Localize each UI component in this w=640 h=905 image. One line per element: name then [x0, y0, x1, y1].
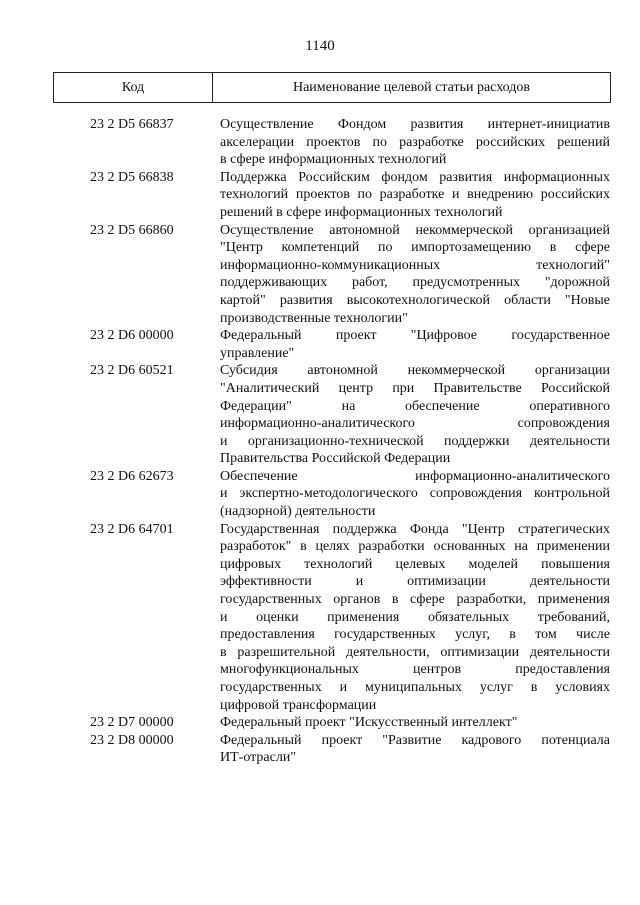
description-line: "Аналитический центр при Правительстве Российской — [220, 380, 610, 396]
description-line: Осуществление автономной некоммерческой организацией — [220, 222, 610, 238]
description-line: в сфере информационных технологий — [220, 152, 447, 168]
table-row — [0, 222, 640, 328]
description-line: Осуществление Фондом развития интернет-инициатив — [220, 117, 610, 132]
description-line: Федерации" на обеспечение оперативного — [220, 398, 610, 414]
description-line: и оценки применения обязательных требований, — [220, 609, 610, 625]
description-line: Федеральный проект "Искусственный интеллект" — [220, 715, 518, 731]
row-description — [220, 169, 610, 222]
description-line: Правительства Российской Федерации — [220, 451, 451, 467]
description-line: информационно-коммуникационных технологий" — [220, 257, 610, 273]
description-line: Субсидия автономной некоммерческой организации — [220, 363, 610, 379]
description-line: государственных органов в сфере разработки, применения — [220, 592, 610, 608]
table-header — [53, 72, 611, 103]
row-code: 23 2 D7 00000 — [90, 715, 174, 731]
description-line: разработок" в целях разработки основанных на применении — [220, 539, 610, 555]
row-description — [220, 714, 610, 732]
code-column-header: Код — [54, 73, 213, 102]
description-line: ИТ-отрасли" — [220, 750, 297, 766]
description-line: производственные технологии" — [220, 310, 408, 326]
row-description — [220, 468, 610, 521]
description-line: Федеральный проект "Развитие кадрового потенциала — [220, 732, 610, 748]
description-line: цифровой трансформации — [220, 697, 377, 713]
description-line: многофункциональных центров предоставления — [220, 662, 610, 678]
page-number: 1140 — [305, 38, 335, 54]
description-line: технологий проектов по разработке и внедрению российских — [220, 187, 610, 203]
row-description — [220, 222, 610, 328]
table-row — [0, 169, 640, 222]
description-line: "Центр компетенций по импортозамещению в сфере — [220, 240, 610, 256]
row-code: 23 2 D8 00000 — [90, 732, 174, 748]
row-description — [220, 732, 610, 767]
description-line: эффективности и оптимизации деятельности — [220, 574, 610, 590]
row-code: 23 2 D5 66860 — [90, 222, 174, 238]
table-row — [0, 521, 640, 715]
row-code: 23 2 D6 00000 — [90, 328, 174, 344]
description-line: информационно-аналитического сопровождения — [220, 416, 610, 432]
row-code: 23 2 D6 62673 — [90, 468, 174, 484]
description-line: Федеральный проект "Цифровое государственное — [220, 328, 610, 344]
description-line: Поддержка Российским фондом развития информационных — [220, 169, 610, 185]
row-code: 23 2 D6 60521 — [90, 363, 174, 379]
row-code: 23 2 D5 66837 — [90, 117, 174, 132]
table-row — [0, 714, 640, 732]
description-line: в разрешительной деятельности, оптимизации деятельности — [220, 644, 610, 660]
description-line: Обеспечение информационно-аналитического — [220, 468, 610, 484]
row-description — [220, 521, 610, 715]
table-row — [0, 116, 640, 169]
description-line: управление" — [220, 345, 295, 361]
description-line: (надзорной) деятельности — [220, 504, 376, 520]
table-body — [0, 116, 640, 767]
description-line: поддерживающих работ, предусмотренных "дорожной — [220, 275, 610, 291]
description-line: цифровых технологий целевых моделей повышения — [220, 556, 610, 572]
description-line: государственных и муниципальных услуг в условиях — [220, 680, 610, 695]
description-line: Государственная поддержка Фонда "Центр стратегических — [220, 521, 610, 537]
row-code: 23 2 D6 64701 — [90, 521, 174, 537]
table-row — [0, 362, 640, 468]
row-description — [220, 327, 610, 362]
row-code: 23 2 D5 66838 — [90, 169, 174, 185]
description-line: акселерации проектов по разработке российских решений — [220, 134, 610, 150]
row-description — [220, 116, 610, 169]
description-line: картой" развития высокотехнологической области "Новые — [220, 292, 610, 308]
table-row — [0, 468, 640, 521]
table-row — [0, 327, 640, 362]
description-line: решений в сфере информационных технологий — [220, 204, 503, 220]
description-line: и экспертно-методологического сопровождения контрольной — [220, 486, 610, 502]
description-line: и организационно-технической поддержки деятельности — [220, 433, 610, 449]
table-row — [0, 732, 640, 767]
description-line: предоставления государственных услуг, в том числе — [220, 627, 610, 643]
name-column-header: Наименование целевой статьи расходов — [292, 79, 531, 95]
row-description — [220, 362, 610, 468]
